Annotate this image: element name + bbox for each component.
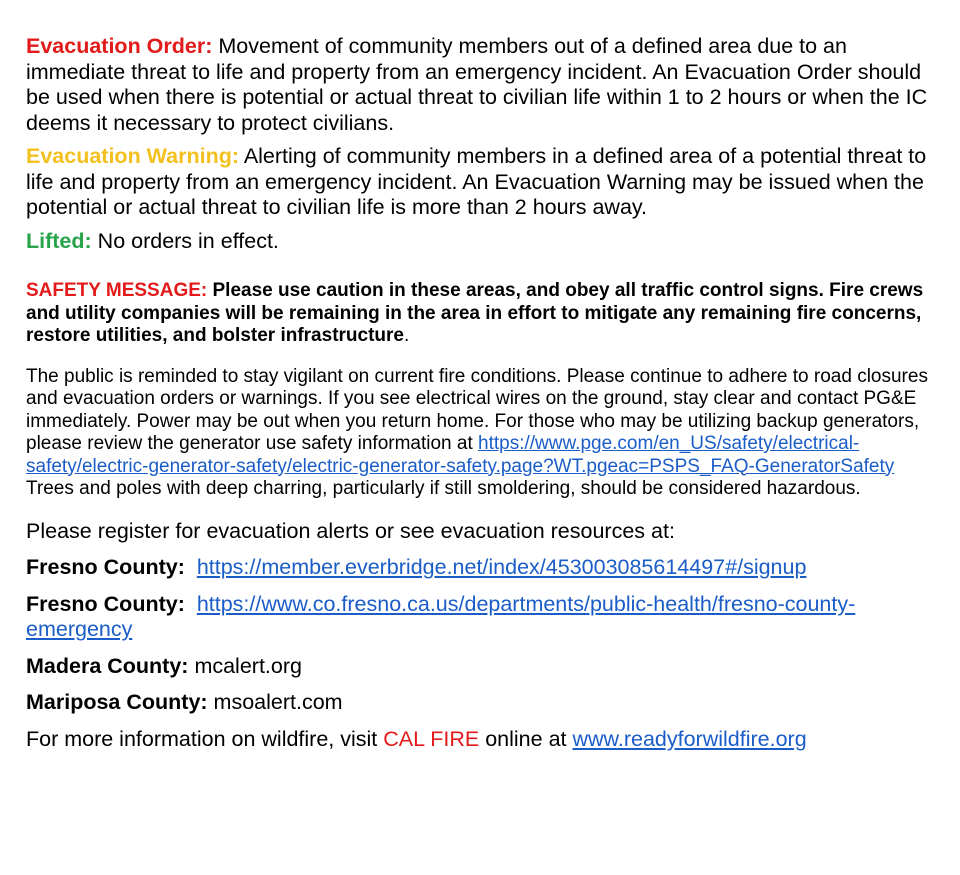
safety-message-text: Please use caution in these areas, and obey all traffic control signs. Fire crews and utility companies will be remaining in the area in effort to mitigate any remaining fire concerns, restore utilities, and bolster infrastructure (26, 280, 924, 346)
fresno-county-label-2: Fresno County: (26, 591, 185, 616)
evacuation-order-term: Evacuation Order: (26, 34, 213, 58)
safety-message (26, 280, 934, 348)
evacuation-warning-text: Alerting of community members in a defined area of a potential threat to life and property from an emergency incident. An Evacuation Warning may be issued when the potential or actual threat to civilian life is more than 2 hours away. (26, 144, 927, 219)
lifted-term: Lifted: (26, 228, 92, 253)
lifted-text: No orders in effect. (91, 228, 279, 253)
mariposa-county-resource (26, 690, 934, 716)
safety-message-end: . (403, 325, 410, 346)
fresno-county-signup (26, 555, 934, 581)
madera-county-resource (26, 654, 934, 680)
madera-county-label: Madera County: (26, 653, 189, 678)
mariposa-county-value: msoalert.com (207, 690, 343, 714)
evacuation-order-definition (26, 34, 934, 136)
more-information (26, 727, 934, 753)
evacuation-warning-term: Evacuation Warning: (26, 144, 240, 168)
trees-poles-warning: Trees and poles with deep charring, particularly if still smoldering, should be considered hazardous. (26, 478, 861, 499)
readyforwildfire-link[interactable]: www.readyforwildfire.org (572, 726, 807, 751)
public-reminder-text: The public is reminded to stay vigilant on current fire conditions. Please continue to adhere to road closures and evacuation orders or warnings. If you see electrical wires on the ground, stay clear and contact PG&E immediately. Power may be out when you return home. For those who may be utilizing backup generators, please review the generator use safety information at (26, 365, 928, 454)
public-reminder (26, 366, 934, 501)
more-info-prefix: For more information on wildfire, visit (26, 726, 384, 751)
fresno-emergency-link[interactable]: https://www.co.fresno.ca.us/departments/public-health/fresno-county-emergency (26, 591, 856, 641)
fresno-county-emergency (26, 592, 934, 643)
cal-fire-name: CAL FIRE (383, 726, 480, 751)
more-info-middle: online at (479, 726, 573, 751)
lifted-definition (26, 229, 934, 255)
safety-message-label: SAFETY MESSAGE: (26, 280, 208, 301)
everbridge-signup-link[interactable]: https://member.everbridge.net/index/453003085614497#/signup (196, 555, 807, 579)
fresno-county-label: Fresno County: (26, 555, 185, 579)
evacuation-warning-definition (26, 144, 934, 221)
madera-county-value: mcalert.org (188, 653, 302, 678)
resources-intro: Please register for evacuation alerts or see evacuation resources at: (26, 518, 675, 543)
mariposa-county-label: Mariposa County: (26, 690, 208, 714)
evacuation-order-text: Movement of community members out of a defined area due to an immediate threat to life and property from an emergency incident. An Evacuation Order should be used when there is potential or actual threat to civilian life within 1 to 2 hours or when the IC deems it necessary to protect civilians. (26, 34, 928, 135)
generator-safety-link[interactable]: https://www.pge.com/en_US/safety/electrical-safety/electric-generator-safety/electric-generator-safety.page?WT.pgeac=PSPS_FAQ-GeneratorSafety (26, 433, 895, 477)
